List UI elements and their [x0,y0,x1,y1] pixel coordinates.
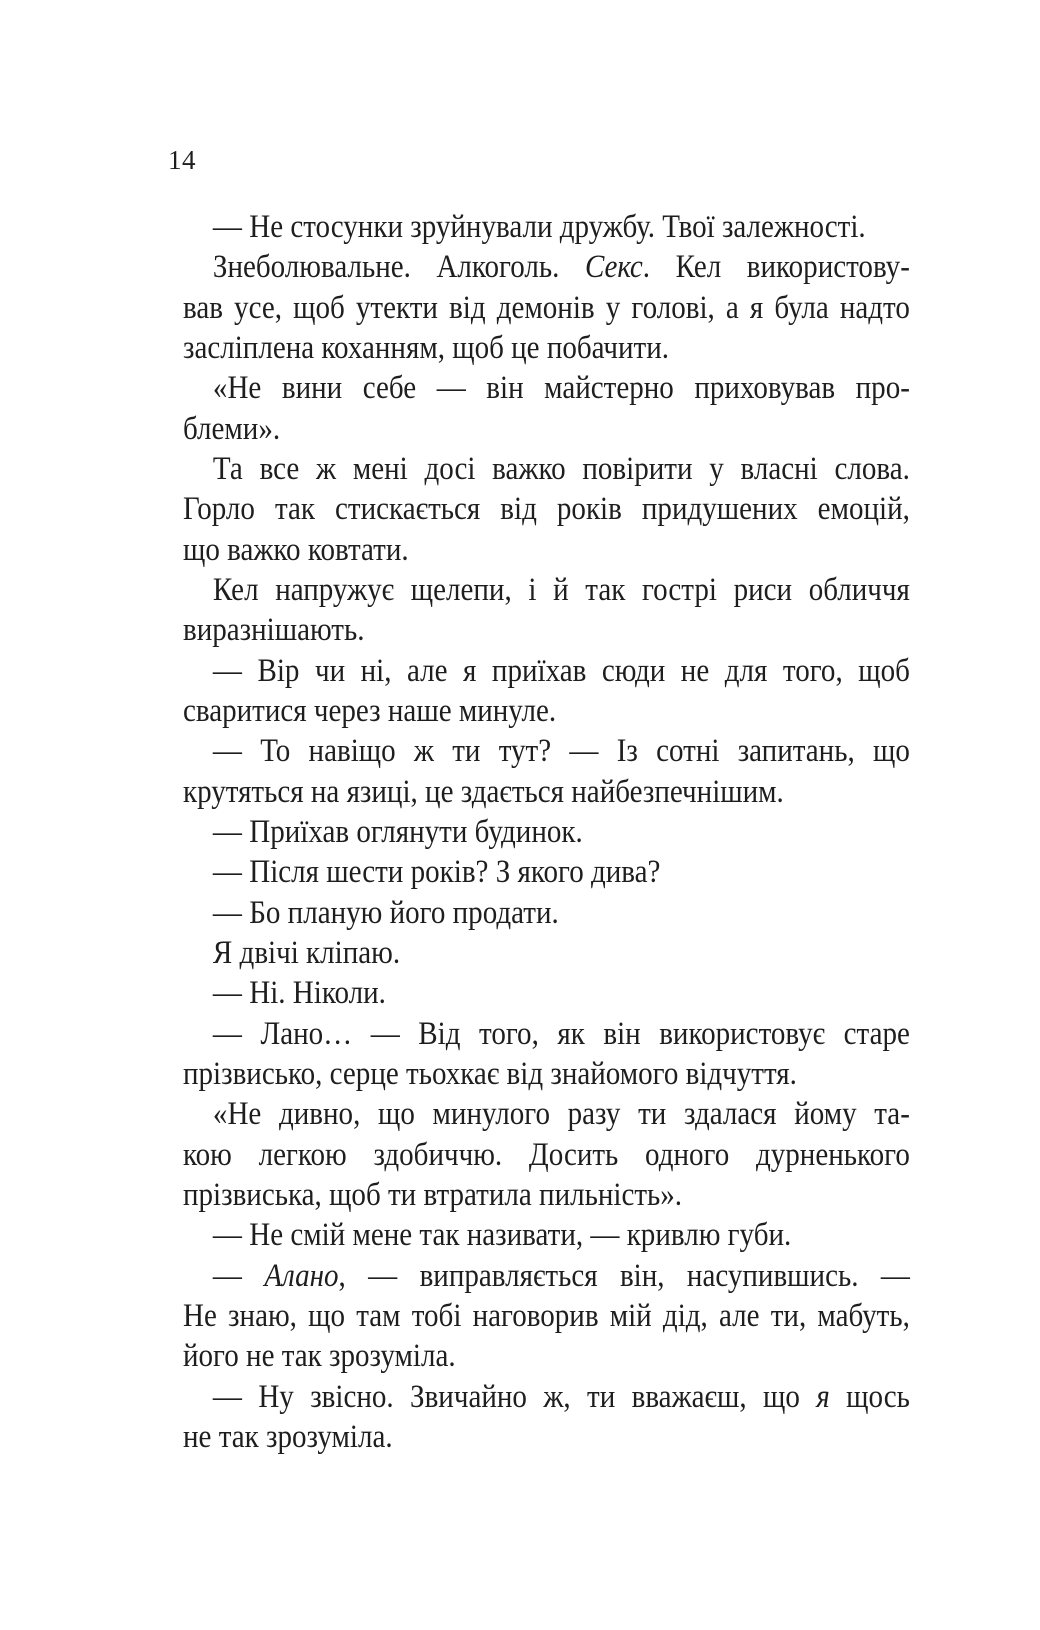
text-line [183,852,910,892]
text-segment: Та все ж мені досі важко повірити у власні слова. [212,450,910,487]
text-segment: — Вір чи ні, але я приїхав сюди не для того, щоб [212,652,910,689]
text-segment: Знеболювальне. Алкоголь. [212,249,585,286]
text-line [183,530,910,570]
italic-text-segment: Секс [584,249,643,286]
text-line [183,933,910,973]
text-line [183,1054,910,1094]
text-segment: — [212,1257,265,1294]
text-segment: — Бо планую його продати. [212,894,559,931]
text-line [183,288,910,328]
text-segment: — Приїхав оглянути будинок. [212,813,583,850]
text-line [183,1417,910,1457]
page-number: 14 [168,145,196,175]
text-line [183,812,910,852]
text-line [183,1256,910,1296]
text-line [183,409,910,449]
text-line [183,1014,910,1054]
text-segment: — Не смій мене так називати, — кривлю губи. [212,1217,792,1254]
text-line [183,772,910,812]
text-line [183,1175,910,1215]
text-line [183,1135,910,1175]
text-segment: кою легкою здобиччю. Досить одного дурненького [183,1136,910,1173]
text-segment: — Ні. Ніколи. [212,975,386,1012]
text-segment: — Ну звісно. Звичайно ж, ти вважаєш, що [212,1378,817,1415]
text-line [183,570,910,610]
text-line [183,328,910,368]
text-line [183,893,910,933]
text-segment: Не знаю, що там тобі наговорив мій дід, але ти, мабуть, [183,1297,910,1334]
text-segment: крутяться на язиці, це здається найбезпечнішим. [183,773,784,810]
text-line [183,691,910,731]
text-line [183,651,910,691]
text-segment: — Лано… — Від того, як він використовує старе [212,1015,910,1052]
text-segment: Я двічі кліпаю. [212,934,401,971]
text-segment: блеми». [183,410,281,447]
text-line [183,1377,910,1417]
text-segment: — Після шести років? З якого дива? [212,854,661,891]
text-segment: вав усе, щоб утекти від демонів у голові, а я була надто [183,289,910,326]
text-segment: прізвиська, щоб ти втратила пильність». [183,1176,683,1213]
italic-text-segment: я [816,1378,830,1415]
text-line [183,1094,910,1134]
text-segment: Кел напружує щелепи, і й так гострі риси обличчя [212,571,910,608]
text-line [183,731,910,771]
text-segment: сваритися через наше минуле. [183,692,557,729]
text-segment: щось [829,1378,910,1415]
text-segment: прізвисько, серце тьохкає від знайомого відчуття. [183,1055,797,1092]
text-segment: засліплена коханням, щоб це побачити. [183,329,670,366]
text-segment: , — виправляється він, насупившись. — [338,1257,910,1294]
text-line [183,973,910,1013]
italic-text-segment: Алано [264,1257,339,1294]
text-segment: — То навіщо ж ти тут? — Із сотні запитань, що [212,733,910,770]
text-segment: не так зрозуміла. [183,1418,393,1455]
text-line [183,247,910,287]
text-line [183,1296,910,1336]
text-segment: . Кел використову- [642,249,910,286]
text-line [183,610,910,650]
text-segment: Горло так стискається від років придушених емоцій, [183,491,910,528]
text-line [183,207,910,247]
text-line [183,1215,910,1255]
text-line [183,368,910,408]
text-segment: «Не вини себе — він майстерно приховував про- [212,370,910,407]
text-line [183,1336,910,1376]
text-line [183,489,910,529]
text-segment: — Не стосунки зруйнували дружбу. Твої залежності. [212,209,866,245]
text-segment: «Не дивно, що минулого разу ти здалася йому та- [212,1096,910,1133]
text-segment: що важко ковтати. [183,531,409,568]
page-text [183,207,910,1457]
text-segment: виразнішають. [183,612,365,649]
text-segment: його не так зрозуміла. [183,1338,456,1375]
text-line [183,449,910,489]
